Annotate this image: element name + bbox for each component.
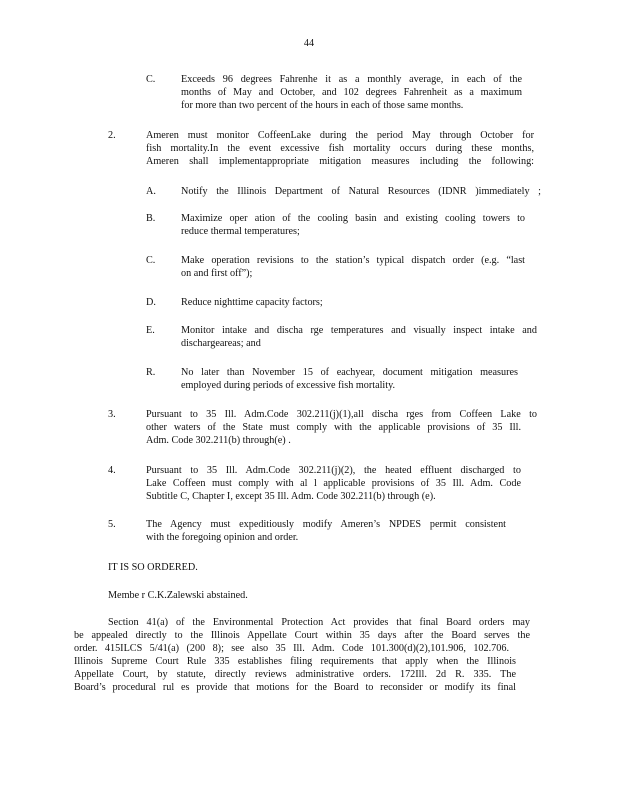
abstained-line: Membe r C.K.Zalewski abstained. bbox=[108, 590, 248, 601]
ordered-line: IT IS SO ORDERED. bbox=[108, 562, 198, 573]
item-line: Exceeds 96 degrees Fahrenhe it as a monthly average, in each of the bbox=[181, 74, 522, 85]
item-line: Notify the Illinois Department of Natural Resources (IDNR )immediately ; bbox=[181, 186, 541, 197]
item-line: other waters of the State must comply with the applicable provisions of 35 Ill. bbox=[146, 422, 521, 433]
paragraph-line: Board’s procedural rul es provide that motions for the Board to reconsider or modify its final bbox=[74, 682, 516, 693]
item-label: E. bbox=[146, 325, 155, 336]
item-line: fish mortality.In the event excessive fish mortality occurs during these months, bbox=[146, 143, 534, 154]
item-line: Reduce nighttime capacity factors; bbox=[181, 297, 323, 308]
item-label: 3. bbox=[108, 409, 116, 420]
item-line: The Agency must expeditiously modify Ameren’s NPDES permit consistent bbox=[146, 519, 506, 530]
paragraph-line: order. 415ILCS 5/41(a) (200 8); see also 35 Ill. Adm. Code 101.300(d)(2),101.906, 102.706. bbox=[74, 643, 509, 654]
item-line: with the foregoing opinion and order. bbox=[146, 532, 299, 543]
item-line: Adm. Code 302.211(b) through(e) . bbox=[146, 435, 291, 446]
item-line: Subtitle C, Chapter I, except 35 Ill. Adm. Code 302.211(b) through (e). bbox=[146, 491, 436, 502]
item-line: Ameren shall implementappropriate mitigation measures including the following: bbox=[146, 156, 534, 167]
item-line: dischargeareas; and bbox=[181, 338, 261, 349]
item-line: for more than two percent of the hours in each of those same months. bbox=[181, 100, 464, 111]
item-label: 2. bbox=[108, 130, 116, 141]
item-label: D. bbox=[146, 297, 156, 308]
paragraph-line: Illinois Supreme Court Rule 335 establishes filing requirements that apply when the Illinois bbox=[74, 656, 516, 667]
item-line: Maximize oper ation of the cooling basin and existing cooling towers to bbox=[181, 213, 525, 224]
item-label: A. bbox=[146, 186, 156, 197]
item-label: 5. bbox=[108, 519, 116, 530]
item-line: reduce thermal temperatures; bbox=[181, 226, 300, 237]
paragraph-line: Appellate Court, by statute, directly reviews administrative orders. 172Ill. 2d R. 335. The bbox=[74, 669, 516, 680]
item-line: Make operation revisions to the station’s typical dispatch order (e.g. “last bbox=[181, 255, 525, 266]
item-line: months of May and October, and 102 degrees Fahrenheit as a maximum bbox=[181, 87, 522, 98]
page-number: 44 bbox=[303, 38, 315, 49]
item-line: Pursuant to 35 Ill. Adm.Code 302.211(j)(2), the heated effluent discharged to bbox=[146, 465, 521, 476]
item-label: C. bbox=[146, 74, 156, 85]
paragraph-line: Section 41(a) of the Environmental Protection Act provides that final Board orders may bbox=[108, 617, 530, 628]
item-line: on and first off”); bbox=[181, 268, 253, 279]
item-line: Pursuant to 35 Ill. Adm.Code 302.211(j)(1),all discha rges from Coffeen Lake to bbox=[146, 409, 537, 420]
item-label: 4. bbox=[108, 465, 116, 476]
closing-paragraph bbox=[74, 616, 530, 694]
paragraph-line: be appealed directly to the Illinois Appellate Court within 35 days after the Board serves the bbox=[74, 630, 530, 641]
item-label: B. bbox=[146, 213, 156, 224]
item-label: C. bbox=[146, 255, 156, 266]
item-line: Ameren must monitor CoffeenLake during the period May through October for bbox=[146, 130, 534, 141]
item-line: employed during periods of excessive fish mortality. bbox=[181, 380, 396, 391]
item-label: R. bbox=[146, 367, 156, 378]
item-line: Lake Coffeen must comply with al l applicable provisions of 35 Ill. Adm. Code bbox=[146, 478, 521, 489]
item-line: No later than November 15 of eachyear, document mitigation measures bbox=[181, 367, 518, 378]
item-line: Monitor intake and discha rge temperatures and visually inspect intake and bbox=[181, 325, 537, 336]
